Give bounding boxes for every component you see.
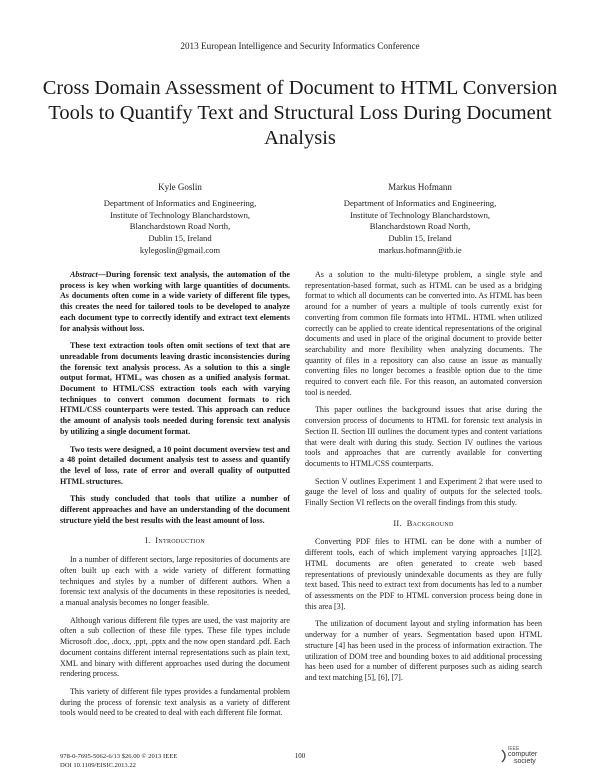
author-kyle-goslin [60, 182, 300, 257]
author-affiliation-line: Institute of Technology Blanchardstown, [109, 209, 251, 220]
author-affiliation-line: Dublin 15, Ireland [148, 233, 212, 244]
author-name: Markus Hofmann [388, 182, 452, 192]
author-name: Kyle Goslin [158, 182, 202, 192]
section-heading-background: II. Background [393, 518, 454, 528]
logo-ieee-text: IEEE [508, 746, 520, 752]
body-paragraph: Although various different file types are used, the vast majority are often a sub collection of these file types. These file types include Microsoft .doc, .docx, .ppt, .pptx and the now open standard .pdf. Each document contains different internal representations such as plain text, XML and binary with different approaches used during the document rendering process. [60, 615, 290, 679]
body-paragraph: Converting PDF files to HTML can be done with a number of different tools, each of which implement varying approaches [1][2]. HTML documents are often generated to create web based representations of previously unindexable documents as they are fully text based. This need to extract text from documents has led to a number of assessments on the PDF to HTML conversion process being done in this area [3]. [305, 537, 542, 611]
logo-line2: society [514, 758, 536, 765]
author-affiliation-line: Department of Informatics and Engineering, [343, 197, 497, 208]
abstract-label: Abstract [70, 270, 98, 279]
abstract-paragraph: These text extraction tools often omit sections of text that are unreadable from documents leaving drastic inconsistencies during the forensic text analysis process. As a solution to this a single output format, HTML, was chosen as a unified analysis format. Document to HTML/CSS extraction tools each with varying techniques to convert common document formats to rich HTML/CSS counterparts were tested. This approach can reduce the amount of analysis tools needed during forensic text analysis by utilizing a single document format. [60, 341, 290, 436]
author-email: kylegoslin@gmail.com [139, 244, 221, 255]
body-paragraph: This variety of different file types provides a fundamental problem during the process of forensic text analysis as a variety of different tools would need to be created to deal with each different file format. [60, 686, 290, 718]
abstract-paragraph: This study concluded that tools that utilize a number of different approaches and have an understanding of the document structure yield the best results with the least amount of loss. [60, 494, 290, 525]
computer-society-logo [500, 746, 550, 766]
body-paragraph: In a number of different sectors, large repositories of documents are often built up each with a wide variety of different formatting techniques and styles by a number of different authors. When a forensic text analysis of the documents in these repositories is needed, a manual analysis becomes no longer feasible. [60, 555, 290, 607]
abstract-paragraph: Two tests were designed, a 10 point document overview test and a 48 point detailed document analysis test to assess and quantify the level of loss, rate of error and overall quality of outputted HTML structures. [60, 444, 290, 486]
author-affiliation-line: Institute of Technology Blanchardstown, [349, 209, 491, 220]
abstract-paragraph: Abstract—During forensic text analysis, the automation of the process is key when working with large quantities of documents. As documents often come in a wide variety of different file types, this creates the need for tailored tools to be developed to analyze each document type to correctly identify and extract text elements for analysis without loss. [60, 270, 290, 333]
right-column [305, 270, 542, 691]
body-paragraph: The utilization of document layout and styling information has been underway for a number of years. Segmentation based upon HTML structure [4] has been used in the process of information extraction. The utilization of DOM tree and bounding boxes to aid additional processing has been used for a number of different purposes such as aiding search and text matching [5], [6], [7]. [305, 619, 542, 682]
author-affiliation-line: Dublin 15, Ireland [388, 233, 452, 244]
page-number: 100 [294, 752, 306, 760]
left-column [60, 270, 290, 726]
author-affiliation-line: Blanchardstown Road North, [369, 221, 471, 232]
footer-doi: DOI 10.1109/EISIC.2013.22 [60, 762, 136, 769]
paper-title: Cross Domain Assessment of Document to HTML Conversion Tools to Quantify Text and Structural Loss During Document Analysis [42, 77, 558, 149]
footer-isbn: 978-0-7695-5062-6/13 $26.00 © 2013 IEEE [60, 753, 178, 760]
section-heading-introduction: I. Introduction [144, 536, 205, 546]
body-paragraph: Section V outlines Experiment 1 and Experiment 2 that were used to gauge the level of loss and quality of outputs for the selected tools. Finally Section VI reflects on the overall findings from this study. [305, 476, 542, 508]
logo-line1: computer [508, 751, 538, 758]
body-paragraph: This paper outlines the background issues that arise during the conversion process of documents to HTML for forensic text analysis in Section II. Section III outlines the document types and content variations that were dealt with during this study. Section IV outlines the various tools and approaches that are currently available for converting documents to HTML/CSS counterparts. [305, 405, 542, 468]
conference-header: 2013 European Intelligence and Security Informatics Conference [180, 41, 420, 51]
author-affiliation-line: Blanchardstown Road North, [129, 221, 231, 232]
body-paragraph: As a solution to the multi-filetype problem, a single style and representation-based format, such as HTML can be used as a bridging format to which all documents can be converted into. As HTML has been around for a number of years a multiple of tools currently exist for converting from common file formats into HTML. HTML when utilized correctly can be applied to create identical representations of the original documents and used in place of the original document to provide better searchability and more flexibility when analyzing documents. The quantity of files in a repository can also cause an issue as manually converting files no longer becomes a feasible option due to the time required to convert each file. For this reason, an automated conversion tool is needed. [305, 270, 542, 397]
author-markus-hofmann [300, 182, 540, 257]
author-affiliation-line: Department of Informatics and Engineering, [103, 197, 257, 208]
author-email: markus.hofmann@itb.ie [378, 244, 462, 255]
